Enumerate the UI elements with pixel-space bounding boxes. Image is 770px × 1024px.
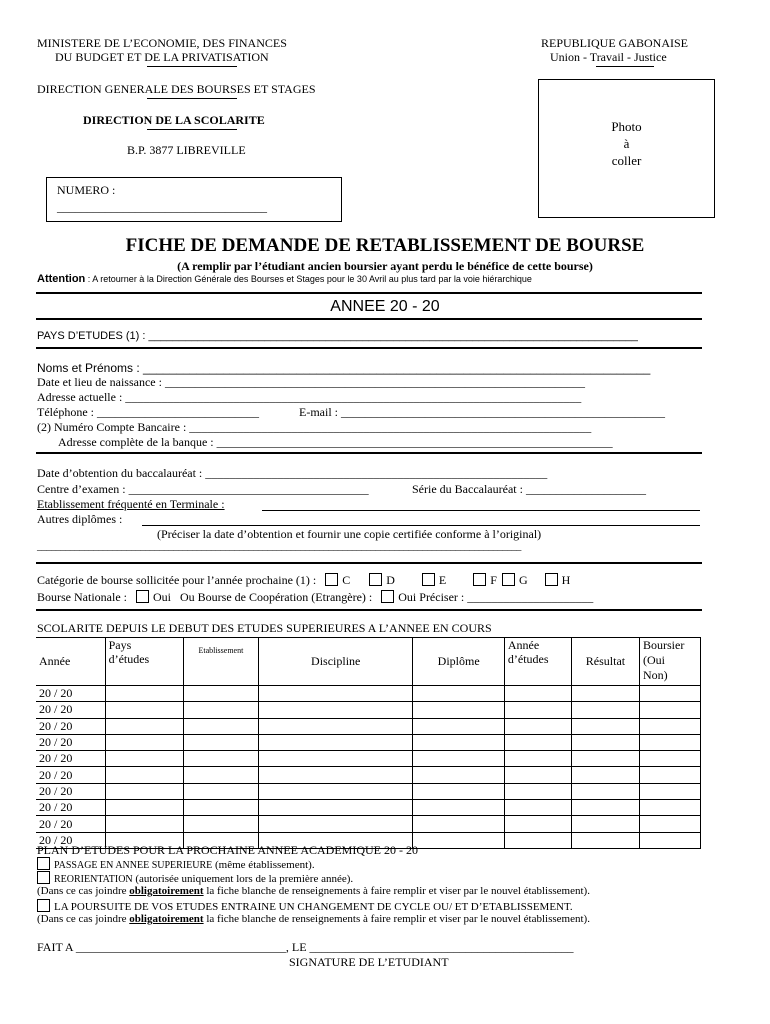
reorientation-option[interactable]: REORIENTATION (autorisée uniquement lors de la première année). xyxy=(37,871,353,885)
separator xyxy=(36,292,702,294)
table-row xyxy=(36,816,701,832)
table-cell[interactable] xyxy=(105,783,183,799)
table-cell[interactable] xyxy=(413,783,504,799)
table-cell[interactable] xyxy=(639,767,700,783)
scolarite-table xyxy=(36,637,701,849)
fait-a-field[interactable]: FAIT A ___________________________________, LE ____________________________________________ xyxy=(37,940,574,954)
row-year: 20 / 20 xyxy=(36,800,105,816)
compte-bancaire-field[interactable]: (2) Numéro Compte Bancaire : ___________________________________________________________________ xyxy=(37,420,592,434)
table-cell[interactable] xyxy=(639,734,700,750)
date-bac-field[interactable]: Date d’obtention du baccalauréat : _________________________________________________________ xyxy=(37,466,548,480)
autres-diplomes-line2[interactable]: _______________________________________________________________________________________________________ xyxy=(37,541,522,552)
separator xyxy=(36,452,702,454)
table-cell[interactable] xyxy=(571,832,639,848)
table-cell[interactable] xyxy=(504,751,571,767)
numero-box xyxy=(46,177,342,222)
table-cell[interactable] xyxy=(259,816,413,832)
row-year: 20 / 20 xyxy=(36,718,105,734)
form-subtitle: (A remplir par l’étudiant ancien boursier ayant perdu le bénéfice de cette bourse) xyxy=(177,259,593,273)
table-cell[interactable] xyxy=(504,702,571,718)
table-cell[interactable] xyxy=(413,686,504,702)
direction-scolarite-underline xyxy=(147,129,237,130)
table-cell[interactable] xyxy=(259,783,413,799)
table-cell[interactable] xyxy=(259,767,413,783)
table-cell[interactable] xyxy=(571,783,639,799)
table-cell[interactable] xyxy=(183,816,258,832)
table-cell[interactable] xyxy=(571,734,639,750)
photo-label-3: coller xyxy=(611,153,642,168)
bourse-nationale-row xyxy=(37,590,593,605)
separator xyxy=(36,318,702,320)
table-cell[interactable] xyxy=(639,816,700,832)
attention-label: Attention xyxy=(37,273,86,285)
table-cell[interactable] xyxy=(413,702,504,718)
table-cell[interactable] xyxy=(571,718,639,734)
direction-generale-underline xyxy=(147,98,237,99)
row-year: 20 / 20 xyxy=(36,816,105,832)
joindre-note-1: (Dans ce cas joindre obligatoirement la fiche blanche de renseignements à faire remplir et viser par le nouvel établissement). xyxy=(37,885,590,897)
categorie-row xyxy=(37,573,570,588)
table-cell[interactable] xyxy=(639,718,700,734)
table-cell[interactable] xyxy=(183,751,258,767)
numero-field[interactable]: ___________________________________ xyxy=(57,200,267,214)
checkbox-icon xyxy=(37,899,50,912)
ministry-line1: MINISTERE DE L’ECONOMIE, DES FINANCES xyxy=(37,36,287,50)
autres-diplomes-line[interactable] xyxy=(142,525,700,526)
table-cell[interactable] xyxy=(259,686,413,702)
poursuite-option[interactable]: LA POURSUITE DE VOS ETUDES ENTRAINE UN CHANGEMENT DE CYCLE OU/ ET D’ETABLISSEMENT. xyxy=(37,899,573,913)
table-cell[interactable] xyxy=(259,751,413,767)
joindre-note-2: (Dans ce cas joindre obligatoirement la fiche blanche de renseignements à faire remplir et viser par le nouvel établissement). xyxy=(37,913,590,925)
cooperation-label: Ou Bourse de Coopération (Etrangère) : xyxy=(179,590,373,604)
annee-label: ANNEE 20 - 20 xyxy=(330,298,440,315)
table-cell[interactable] xyxy=(105,751,183,767)
table-cell[interactable] xyxy=(504,686,571,702)
table-row xyxy=(36,800,701,816)
photo-label-1: Photo xyxy=(611,119,642,134)
table-cell[interactable] xyxy=(639,751,700,767)
table-cell[interactable] xyxy=(413,751,504,767)
table-cell[interactable] xyxy=(639,686,700,702)
separator xyxy=(36,347,702,349)
col-discipline: Discipline xyxy=(259,638,413,686)
checkbox-icon xyxy=(422,573,435,586)
table-cell[interactable] xyxy=(183,686,258,702)
table-cell[interactable] xyxy=(571,686,639,702)
telephone-field[interactable]: Téléphone : ___________________________ xyxy=(37,405,259,419)
motto-underline xyxy=(596,66,654,67)
checkbox-icon xyxy=(325,573,338,586)
signature-label: SIGNATURE DE L’ETUDIANT xyxy=(289,955,449,969)
bp-address: B.P. 3877 LIBREVILLE xyxy=(127,143,246,157)
categorie-option-f[interactable]: F xyxy=(473,573,497,587)
table-cell[interactable] xyxy=(183,800,258,816)
motto: Union - Travail - Justice xyxy=(550,50,667,64)
separator xyxy=(36,609,702,611)
table-cell[interactable] xyxy=(639,800,700,816)
table-cell[interactable] xyxy=(571,767,639,783)
table-cell[interactable] xyxy=(105,767,183,783)
bourse-nationale-label: Bourse Nationale : xyxy=(37,590,127,604)
table-cell[interactable] xyxy=(413,816,504,832)
table-cell[interactable] xyxy=(105,702,183,718)
table-cell[interactable] xyxy=(639,783,700,799)
photo-label-2: à xyxy=(623,136,630,151)
row-year: 20 / 20 xyxy=(36,734,105,750)
checkbox-icon xyxy=(545,573,558,586)
table-cell[interactable] xyxy=(105,686,183,702)
direction-scolarite: DIRECTION DE LA SCOLARITE xyxy=(83,113,265,127)
col-boursier: Boursier (Oui Non) xyxy=(639,638,700,686)
checkbox-icon xyxy=(502,573,515,586)
table-cell[interactable] xyxy=(413,734,504,750)
table-cell[interactable] xyxy=(504,767,571,783)
table-cell[interactable] xyxy=(571,800,639,816)
date-naissance-field[interactable]: Date et lieu de naissance : ______________________________________________________________________ xyxy=(37,375,585,389)
row-year: 20 / 20 xyxy=(36,702,105,718)
table-cell[interactable] xyxy=(571,702,639,718)
categorie-option-c[interactable]: C xyxy=(325,573,350,587)
numero-label: NUMERO : xyxy=(57,183,116,197)
table-cell[interactable] xyxy=(413,800,504,816)
noms-field[interactable]: Noms et Prénoms : ____________________________________________________________________________ xyxy=(37,361,651,375)
table-cell[interactable] xyxy=(105,734,183,750)
row-year: 20 / 20 xyxy=(36,751,105,767)
table-header-row xyxy=(36,638,701,686)
serie-bac-field[interactable]: Série du Baccalauréat : ____________________ xyxy=(412,482,646,496)
scolarite-title: SCOLARITE DEPUIS LE DEBUT DES ETUDES SUPERIEURES A L’ANNEE EN COURS xyxy=(37,621,492,635)
adresse-banque-field[interactable]: Adresse complète de la banque : __________________________________________________________________ xyxy=(58,435,613,449)
autres-diplomes-label: Autres diplômes : xyxy=(37,512,123,526)
col-resultat: Résultat xyxy=(571,638,639,686)
table-cell[interactable] xyxy=(183,783,258,799)
cooperation-oui-preciser[interactable]: Oui Préciser : _____________________ xyxy=(381,590,593,604)
categorie-label: Catégorie de bourse sollicitée pour l’année prochaine (1) : xyxy=(37,573,317,587)
table-cell[interactable] xyxy=(571,816,639,832)
checkbox-icon xyxy=(136,590,149,603)
table-cell[interactable] xyxy=(183,734,258,750)
table-cell[interactable] xyxy=(259,800,413,816)
form-title: FICHE DE DEMANDE DE RETABLISSEMENT DE BOURSE xyxy=(125,235,645,256)
table-cell[interactable] xyxy=(504,832,571,848)
table-cell[interactable] xyxy=(105,800,183,816)
categorie-option-d[interactable]: D xyxy=(369,573,395,587)
col-diplome: Diplôme xyxy=(413,638,504,686)
table-cell[interactable] xyxy=(259,702,413,718)
table-cell[interactable] xyxy=(183,702,258,718)
checkbox-icon xyxy=(369,573,382,586)
table-cell[interactable] xyxy=(413,718,504,734)
passage-option[interactable]: PASSAGE EN ANNEE SUPERIEURE (même établissement). xyxy=(37,857,315,871)
categorie-option-g[interactable]: G xyxy=(502,573,528,587)
table-cell[interactable] xyxy=(183,718,258,734)
table-row xyxy=(36,734,701,750)
etablissement-terminale-line[interactable] xyxy=(262,510,700,511)
table-cell[interactable] xyxy=(413,832,504,848)
ministry-line2: DU BUDGET ET DE LA PRIVATISATION xyxy=(55,50,269,64)
republic-label: REPUBLIQUE GABONAISE xyxy=(541,36,688,50)
table-cell[interactable] xyxy=(259,734,413,750)
table-cell[interactable] xyxy=(259,718,413,734)
centre-examen-field[interactable]: Centre d’examen : ________________________________________ xyxy=(37,482,369,496)
attention-text: : A retourner à la Direction Générale des Bourses et Stages pour le 30 Avril au plus tard par la voie hiérarchique xyxy=(87,274,532,284)
col-annee: Année xyxy=(36,638,105,686)
adresse-field[interactable]: Adresse actuelle : ____________________________________________________________________________ xyxy=(37,390,582,404)
categorie-option-e[interactable]: E xyxy=(422,573,446,587)
table-cell[interactable] xyxy=(504,734,571,750)
table-cell[interactable] xyxy=(504,718,571,734)
table-row xyxy=(36,783,701,799)
email-field[interactable]: E-mail : ______________________________________________________ xyxy=(299,405,665,419)
row-year: 20 / 20 xyxy=(36,686,105,702)
col-annee-etudes: Année d’études xyxy=(504,638,571,686)
table-cell[interactable] xyxy=(571,751,639,767)
pays-etudes-field[interactable]: PAYS D’ETUDES (1) : ________________________________________________________________________________ xyxy=(37,330,638,342)
table-row xyxy=(36,751,701,767)
col-etablissement: Etablissement xyxy=(183,638,258,686)
table-row xyxy=(36,702,701,718)
direction-generale: DIRECTION GENERALE DES BOURSES ET STAGES xyxy=(37,82,316,96)
table-cell[interactable] xyxy=(504,800,571,816)
plan-title: PLAN D’ETUDES POUR LA PROCHAINE ANNEE ACADEMIQUE 20 - 20 xyxy=(37,843,418,857)
preciser-note: (Préciser la date d’obtention et fournir une copie certifiée conforme à l’original) xyxy=(157,527,542,541)
col-pays: Pays d’études xyxy=(105,638,183,686)
categorie-option-h[interactable]: H xyxy=(545,573,571,587)
table-cell[interactable] xyxy=(413,767,504,783)
table-cell[interactable] xyxy=(504,783,571,799)
table-cell[interactable] xyxy=(105,816,183,832)
row-year: 20 / 20 xyxy=(36,767,105,783)
table-cell[interactable] xyxy=(105,718,183,734)
row-year: 20 / 20 xyxy=(36,783,105,799)
checkbox-icon xyxy=(381,590,394,603)
checkbox-icon xyxy=(37,857,50,870)
table-cell[interactable] xyxy=(639,832,700,848)
checkbox-icon xyxy=(37,871,50,884)
ministry-underline xyxy=(147,66,237,67)
table-row xyxy=(36,767,701,783)
bourse-nationale-oui[interactable]: Oui xyxy=(136,590,171,604)
table-cell[interactable] xyxy=(183,767,258,783)
etablissement-terminale-label: Etablissement fréquenté en Terminale : xyxy=(37,497,225,511)
photo-box xyxy=(538,79,715,218)
row-year: 20 / 20 xyxy=(36,832,105,848)
table-row xyxy=(36,718,701,734)
separator xyxy=(36,562,702,564)
table-cell[interactable] xyxy=(504,816,571,832)
table-row xyxy=(36,686,701,702)
checkbox-icon xyxy=(473,573,486,586)
table-cell[interactable] xyxy=(639,702,700,718)
